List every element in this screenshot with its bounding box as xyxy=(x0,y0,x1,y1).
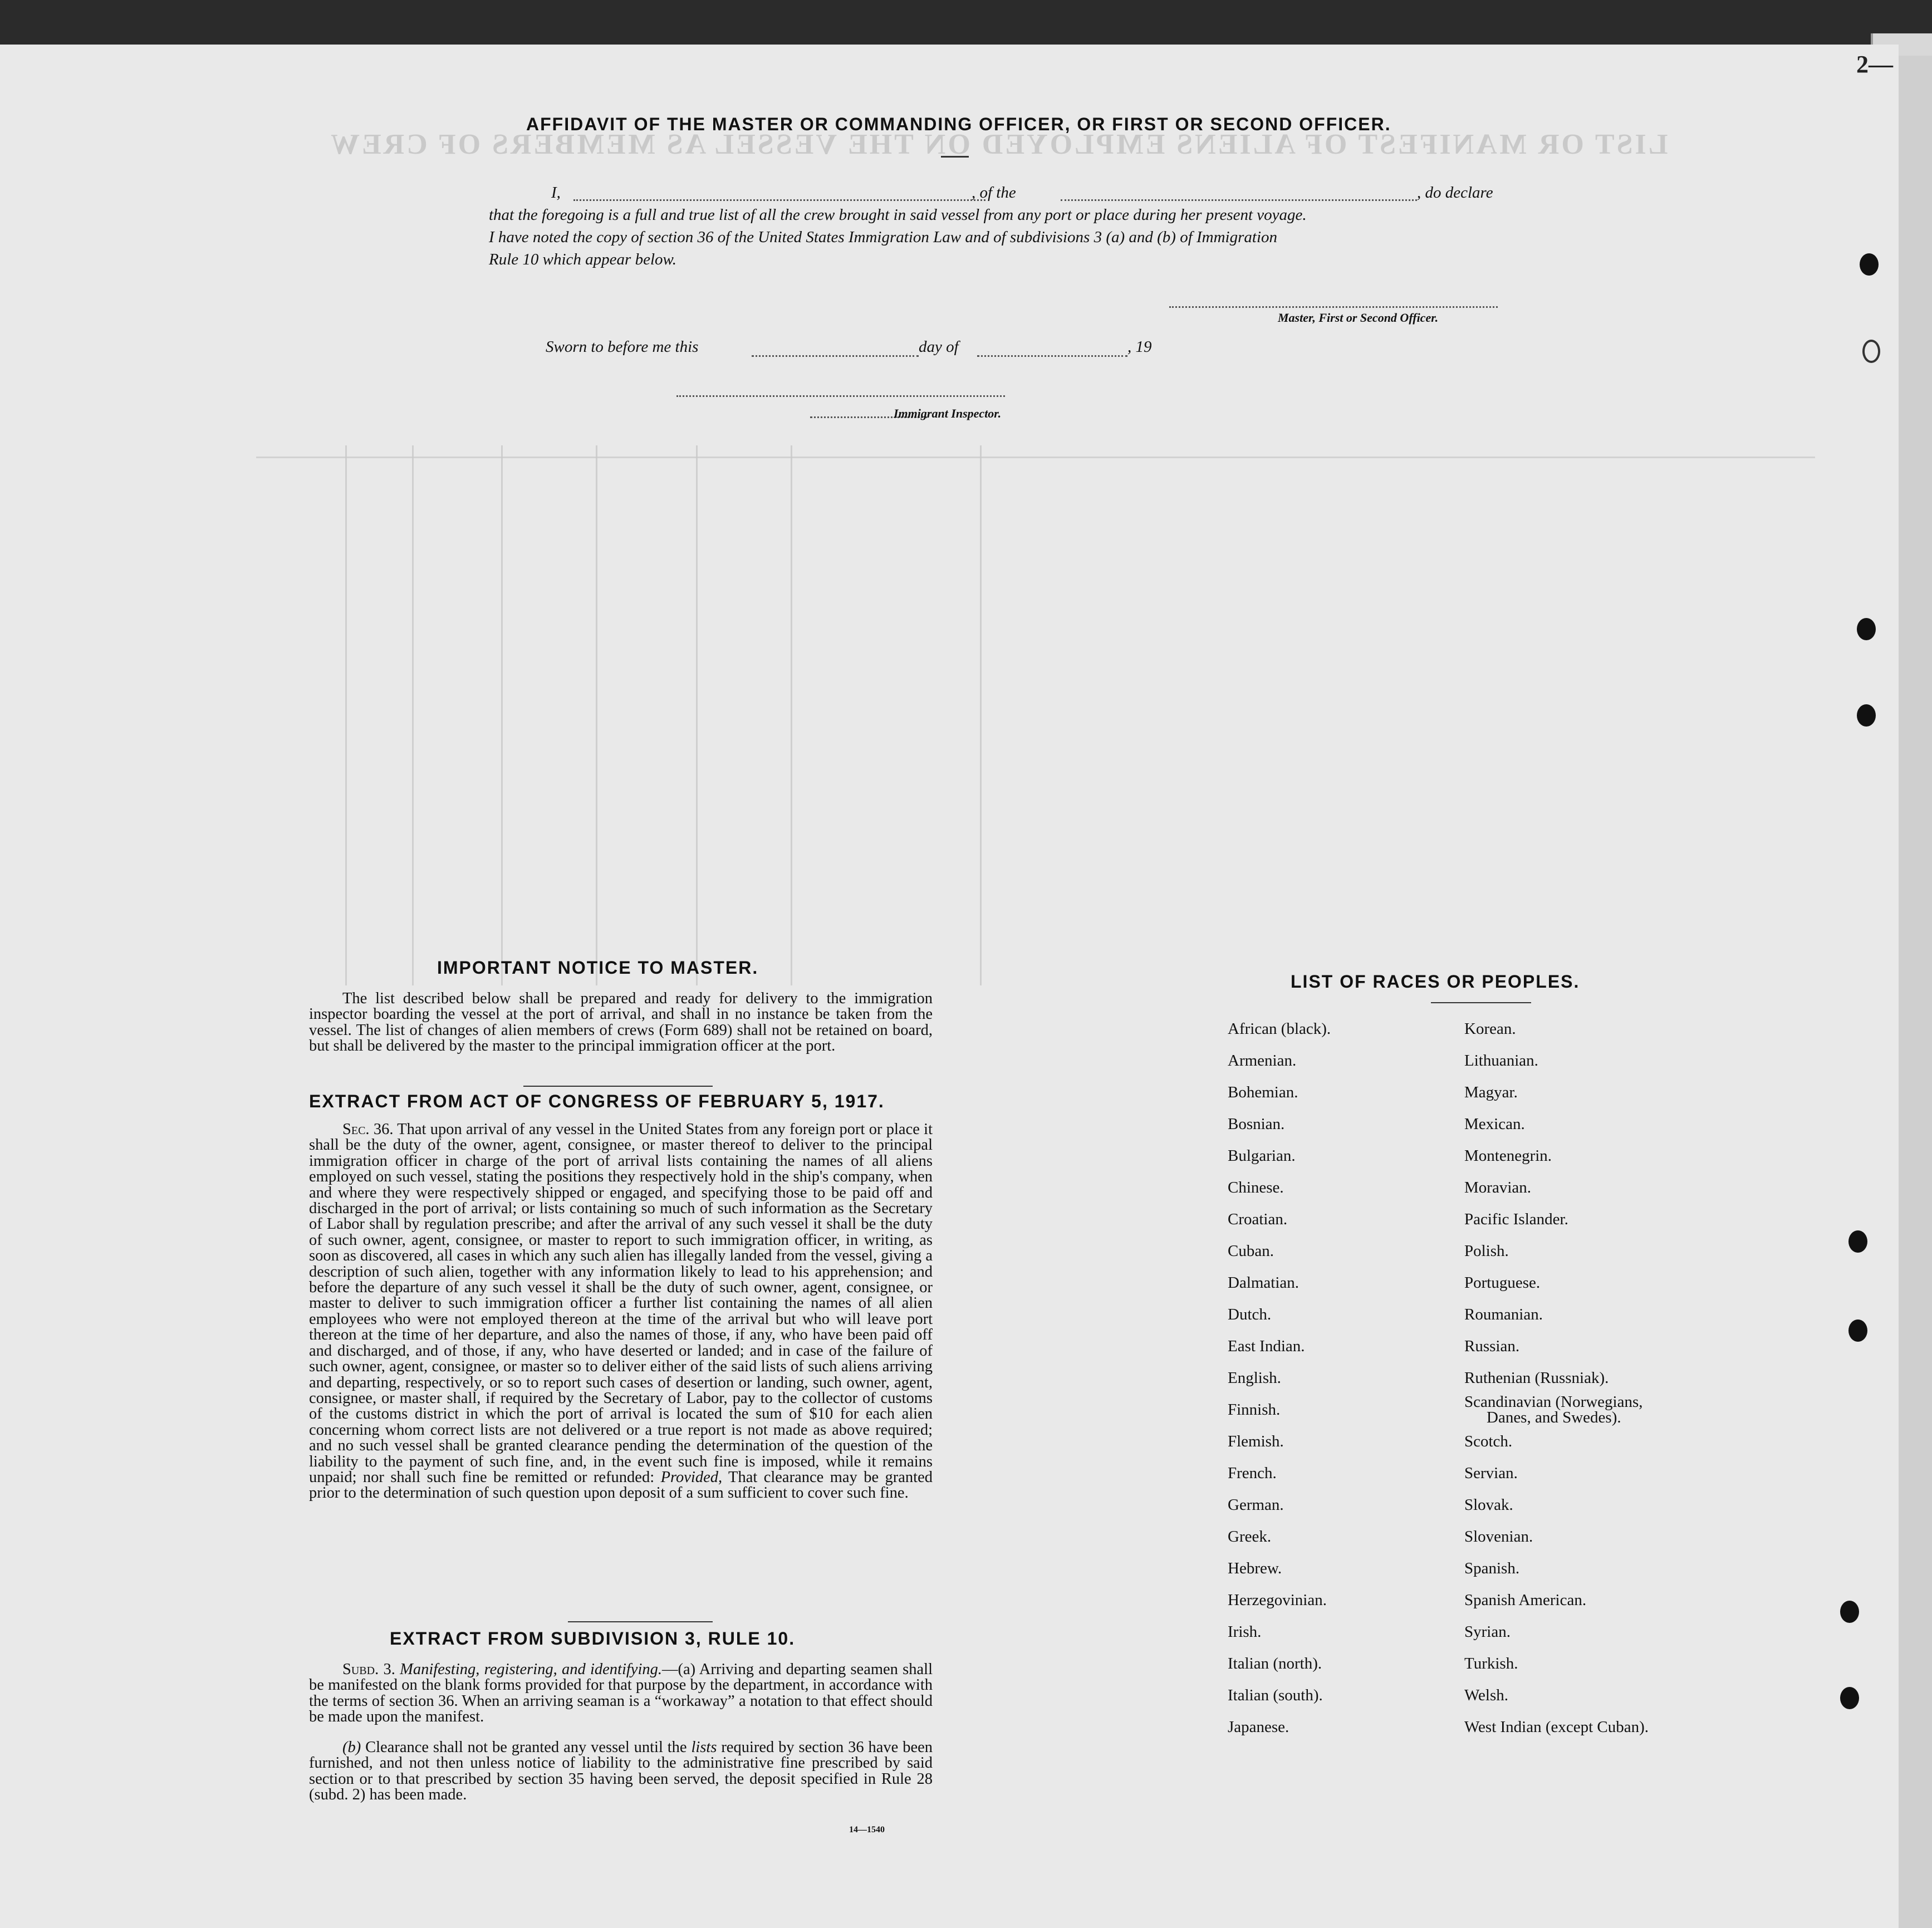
race-item: Irish. xyxy=(1228,1623,1262,1641)
punch-hole xyxy=(1840,1601,1859,1623)
day-of-text: day of xyxy=(919,338,959,356)
punch-hole xyxy=(1848,1230,1867,1253)
race-item: Russian. xyxy=(1464,1337,1520,1355)
race-item: Italian (south). xyxy=(1228,1686,1323,1704)
provided-word: Provided, xyxy=(660,1468,723,1486)
underlying-sheet-edge-2 xyxy=(1893,56,1932,1928)
name-blank xyxy=(573,199,985,201)
affidavit-i: I, xyxy=(551,184,561,202)
race-item: Welsh. xyxy=(1464,1686,1509,1704)
subd-label: Subd. 3. xyxy=(342,1661,395,1678)
extract-act-text xyxy=(309,1122,933,1502)
ghost-column-line xyxy=(345,445,347,985)
race-item: Korean. xyxy=(1464,1020,1516,1038)
race-item: Bohemian. xyxy=(1228,1083,1298,1101)
divider xyxy=(1431,1002,1531,1003)
affidavit-line-3: I have noted the copy of section 36 of the United States Immigration Law and of subdivisions 3 (a) and (b) of Immigration xyxy=(489,228,1278,246)
sec-36-end: That clearance may be granted prior to the determination of such question upon deposit of a sum sufficient to cover such fine. xyxy=(309,1468,933,1502)
sec-label: Sec. 36. xyxy=(342,1121,394,1138)
race-item: Bosnian. xyxy=(1228,1115,1285,1133)
form-number: 14—1540 xyxy=(849,1825,885,1834)
vessel-blank xyxy=(1061,199,1417,201)
affidavit-line-2: that the foregoing is a full and true list of all the crew brought in said vessel from any port or place during her present voyage. xyxy=(489,206,1307,224)
punch-hole xyxy=(1860,253,1879,276)
race-item: Slovak. xyxy=(1464,1496,1513,1514)
race-item: Finnish. xyxy=(1228,1401,1281,1419)
race-item: Hebrew. xyxy=(1228,1559,1282,1577)
corner-handwritten-mark: 2— xyxy=(1856,51,1893,78)
subd-b-label: (b) xyxy=(342,1739,361,1756)
sworn-text: Sworn to before me this xyxy=(546,338,699,356)
affidavit-of-the: , of the xyxy=(972,184,1016,202)
race-item: Italian (north). xyxy=(1228,1655,1322,1672)
punch-hole xyxy=(1857,704,1876,727)
race-item: East Indian. xyxy=(1228,1337,1305,1355)
ghost-column-line xyxy=(980,445,982,985)
ghost-column-line xyxy=(412,445,414,985)
race-item: Japanese. xyxy=(1228,1718,1289,1736)
document-page xyxy=(0,45,1899,1928)
punch-hole xyxy=(1848,1319,1867,1342)
extract-rule-text-b xyxy=(309,1740,933,1803)
punch-hole xyxy=(1862,340,1880,363)
race-item: Lithuanian. xyxy=(1464,1052,1538,1070)
race-item: Chinese. xyxy=(1228,1179,1284,1196)
race-item: Croatian. xyxy=(1228,1210,1288,1228)
inspector-signature-line xyxy=(676,395,1005,397)
race-item: Magyar. xyxy=(1464,1083,1518,1101)
race-item: African (black). xyxy=(1228,1020,1331,1038)
punch-hole xyxy=(1857,618,1876,640)
year-text: , 19 xyxy=(1127,338,1152,356)
subd-heading: Manifesting, registering, and identifying. xyxy=(400,1661,662,1678)
race-item: Flemish. xyxy=(1228,1432,1284,1450)
race-item: Moravian. xyxy=(1464,1179,1531,1196)
race-item: Montenegrin. xyxy=(1464,1147,1552,1165)
race-item: Roumanian. xyxy=(1464,1306,1543,1323)
race-item-line: Scandinavian (Norwegians, xyxy=(1464,1393,1643,1411)
races-left-column xyxy=(1228,1013,1331,1743)
divider xyxy=(568,1621,713,1622)
race-item: Dalmatian. xyxy=(1228,1274,1300,1292)
race-item: Scotch. xyxy=(1464,1432,1513,1450)
sworn-day-blank xyxy=(752,355,919,357)
race-item: German. xyxy=(1228,1496,1284,1514)
master-label: Master, First or Second Officer. xyxy=(1278,311,1439,325)
race-item: English. xyxy=(1228,1369,1281,1387)
extract-act-title: EXTRACT FROM ACT OF CONGRESS OF FEBRUARY 5, 1917. xyxy=(309,1091,885,1111)
extract-rule-text-a xyxy=(309,1662,933,1725)
affidavit-line-4: Rule 10 which appear below. xyxy=(489,251,676,268)
sec-36-body: That upon arrival of any vessel in the United States from any foreign port or place it shall be the duty of the owner, agent, consignee, or master thereof to deliver to the principal immigration officer in charge of the port of arrival lists containing the names of all aliens employed on such vessel, stating the positions they respectively hold in the ship's company, when and where they were respectively shipped or engaged, and specifying those to be paid off and discharged in the port of arrival; or lists containing so much of such information as the Secretary of Labor shall by regulation prescribe; and after the arrival of any such vessel it shall be the duty of such owner, agent, consignee, or master to report to such immigration officer, in writing, as soon as discovered, all cases in which any such alien has illegally landed from the vessel, giving a description of such alien, together with any information likely to lead to his apprehension; and before the departure of any such vessel it shall be the duty of such owner, agent, consignee, or master to deliver to such immigration officer a further list containing the names of all alien employees who were not employed thereon at the time of the arrival but who will leave port thereon at the time of her departure, and also the names of those, if any, who have been paid off and discharged, and of those, if any, who have deserted or landed; and in case of the failure of such owner, agent, consignee, or master so to deliver either of the said lists of such aliens arriving and departing, respectively, or so to report such cases of desertion or landing, such owner, agent, consignee, or master shall, if required by the Secretary of Labor, pay to the collector of customs of the customs district in which the port of arrival is located the sum of $10 for each alien concerning whom correct lists are not delivered or a true report is not made as above required; and no such vessel shall be granted clearance pending the determination of the question of the liability to the payment of such fine, and, in the event such fine is imposed, while it remains unpaid; nor shall such fine be remitted or refunded: xyxy=(309,1121,933,1486)
scan-top-border xyxy=(0,0,1932,49)
affidavit-title: AFFIDAVIT OF THE MASTER OR COMMANDING OFFICER, OR FIRST OR SECOND OFFICER. xyxy=(526,114,1391,134)
master-signature-line xyxy=(1169,306,1498,308)
notice-body: The list described below shall be prepared and ready for delivery to the immigration inspector boarding the vessel at the port of arrival, and shall in no instance be taken from the vessel. The list of changes of alien members of crews (Form 689) shall not be retained on board, but shall be delivered by the master to the principal immigration officer at the port. xyxy=(309,990,933,1055)
race-item: Pacific Islander. xyxy=(1464,1210,1568,1228)
race-item xyxy=(1464,1394,1649,1426)
sworn-month-blank xyxy=(977,355,1127,357)
race-item: Dutch. xyxy=(1228,1306,1272,1323)
title-underline xyxy=(941,156,969,158)
race-item: French. xyxy=(1228,1464,1277,1482)
races-right-column xyxy=(1464,1013,1649,1743)
race-item: West Indian (except Cuban). xyxy=(1464,1718,1649,1736)
race-item: Cuban. xyxy=(1228,1242,1274,1260)
race-item: Greek. xyxy=(1228,1528,1272,1546)
ghost-column-line xyxy=(696,445,698,985)
race-item-line: Danes, and Swedes). xyxy=(1487,1409,1621,1426)
race-item: Bulgarian. xyxy=(1228,1147,1296,1165)
subd-b-part1: Clearance shall not be granted any vessel until the xyxy=(365,1739,687,1756)
punch-hole xyxy=(1840,1687,1859,1709)
race-item: Mexican. xyxy=(1464,1115,1525,1133)
race-item: Ruthenian (Russniak). xyxy=(1464,1369,1609,1387)
race-item: Slovenian. xyxy=(1464,1528,1533,1546)
ghost-column-line xyxy=(791,445,792,985)
race-item: Armenian. xyxy=(1228,1052,1297,1070)
subd-b-part2: required by section 36 have been furnished, and not then unless notice of liability to the administrative fine prescribed by said section or to that prescribed by section 35 having been served, the deposit specified in Rule 28 (subd. 2) has been made. xyxy=(309,1739,933,1804)
race-item: Herzegovinian. xyxy=(1228,1591,1327,1609)
race-item: Turkish. xyxy=(1464,1655,1518,1672)
extract-rule-title: EXTRACT FROM SUBDIVISION 3, RULE 10. xyxy=(390,1628,796,1649)
subd-b-lists: lists xyxy=(691,1739,717,1756)
ghost-column-line xyxy=(501,445,503,985)
race-item: Syrian. xyxy=(1464,1623,1511,1641)
race-item: Spanish American. xyxy=(1464,1591,1587,1609)
affidavit-do-declare: , do declare xyxy=(1417,184,1493,202)
subd-a-body: —(a) Arriving and departing seamen shall be manifested on the blank forms provided for that purpose by the department, in accordance with the terms of section 36. When an arriving seaman is a “workaway” a notation to that effect should be made upon the manifest. xyxy=(309,1661,933,1726)
race-item: Spanish. xyxy=(1464,1559,1520,1577)
inspector-label: Immigrant Inspector. xyxy=(894,406,1002,420)
ghost-column-line xyxy=(596,445,597,985)
race-item: Servian. xyxy=(1464,1464,1518,1482)
notice-text xyxy=(309,991,933,1054)
ghost-rule xyxy=(256,457,1815,458)
race-item: Portuguese. xyxy=(1464,1274,1541,1292)
bleed-through-heading: LIST OR MANIFEST OF ALIENS EMPLOYED ON THE VESSEL AS MEMBERS OF CREW xyxy=(328,129,1668,160)
notice-title: IMPORTANT NOTICE TO MASTER. xyxy=(437,958,759,978)
race-item: Polish. xyxy=(1464,1242,1509,1260)
divider xyxy=(523,1086,713,1087)
races-title: LIST OF RACES OR PEOPLES. xyxy=(1291,972,1580,992)
